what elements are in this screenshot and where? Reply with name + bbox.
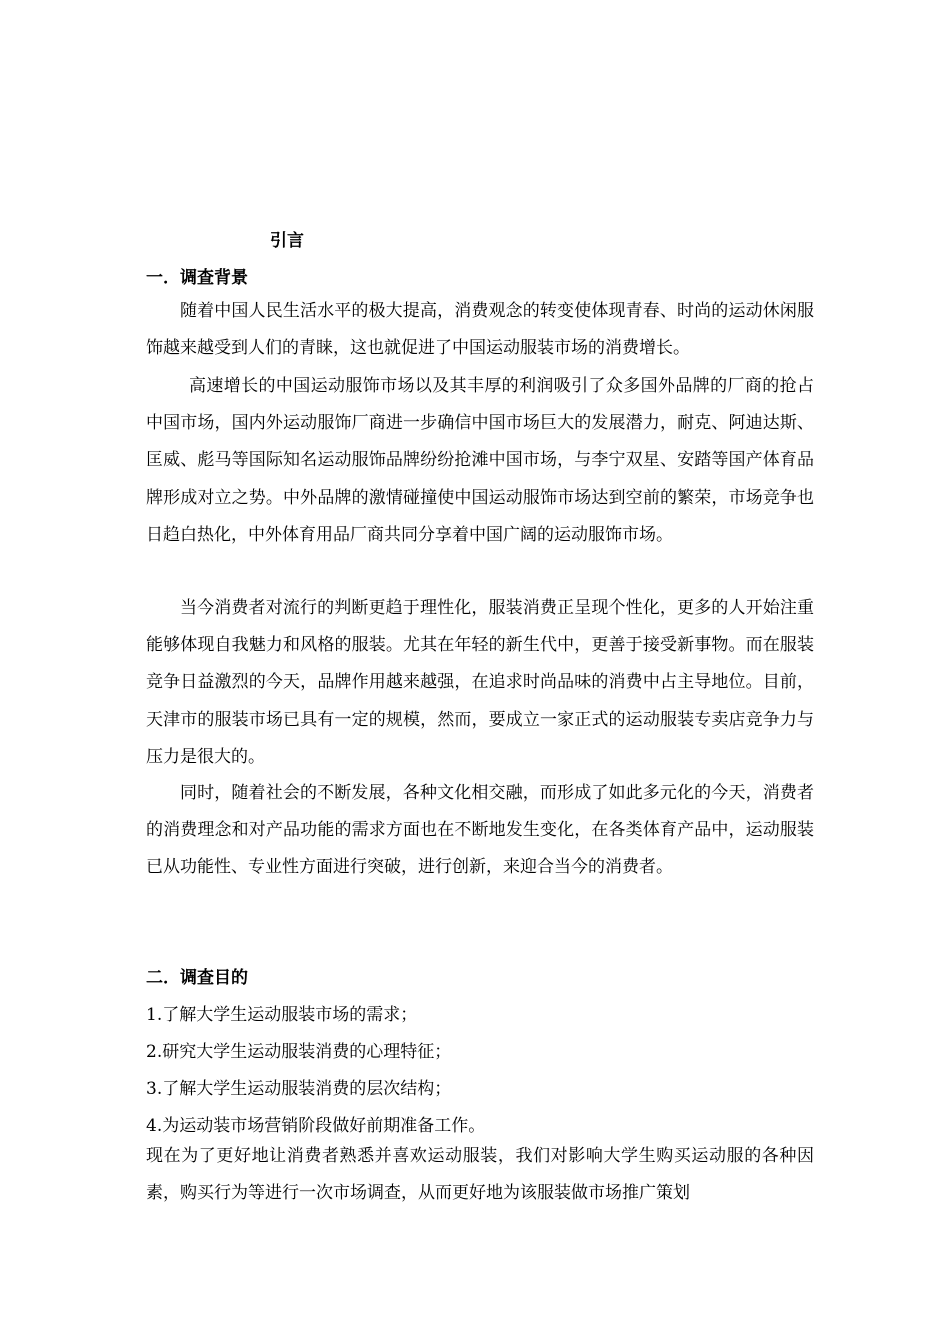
list-item: 2.研究大学生运动服装消费的心理特征； [146,1042,452,1062]
paragraph-background-2: 高速增长的中国运动服饰市场以及其丰厚的利润吸引了众多国外品牌的厂商的抢占中国市场，国内外运动服饰厂商进一步确信中国市场巨大的发展潜力，耐克、阿迪达斯、匡威、彪马等国际知名运动服饰品牌纷纷抢滩中国市场，与李宁双星、安踏等国产体育品牌形成对立之势。中外品牌的激情碰撞使中国运动服饰市场达到空前的繁荣，市场竞争也日趋白热化，中外体育用品厂商共同分享着中国广阔的运动服饰市场。 [146,376,814,545]
section-heading-background: 一．调查背景 [146,268,248,288]
list-item: 4.为运动装市场营销阶段做好前期准备工作。 [146,1116,486,1136]
paragraph-background-4: 同时，随着社会的不断发展，各种文化相交融，而形成了如此多元化的今天，消费者的消费理念和对产品功能的需求方面也在不断地发生变化，在各类体育产品中，运动服装已从功能性、专业性方面进行突破，进行创新，来迎合当今的消费者。 [146,783,814,878]
closing-paragraph: 现在为了更好地让消费者熟悉并喜欢运动服装，我们对影响大学生购买运动服的各种因素，购买行为等进行一次市场调查，从而更好地为该服装做市场推广策划 [146,1146,814,1204]
paragraph-background-3: 当今消费者对流行的判断更趋于理性化，服装消费正呈现个性化，更多的人开始注重能够体现自我魅力和风格的服装。尤其在年轻的新生代中，更善于接受新事物。而在服装竞争日益激烈的今天，品牌作用越来越强，在追求时尚品味的消费中占主导地位。目前，天津市的服装市场已具有一定的规模，然而，要成立一家正式的运动服装专卖店竞争力与压力是很大的。 [146,598,814,767]
paragraph-background-1: 随着中国人民生活水平的极大提高，消费观念的转变使体现青春、时尚的运动休闲服饰越来越受到人们的青睐，这也就促进了中国运动服装市场的消费增长。 [146,301,814,359]
list-item: 3.了解大学生运动服装消费的层次结构； [146,1079,452,1099]
document-title: 引言 [270,231,304,251]
section-heading-purpose: 二．调查目的 [146,968,248,988]
list-item: 1.了解大学生运动服装市场的需求； [146,1005,418,1025]
